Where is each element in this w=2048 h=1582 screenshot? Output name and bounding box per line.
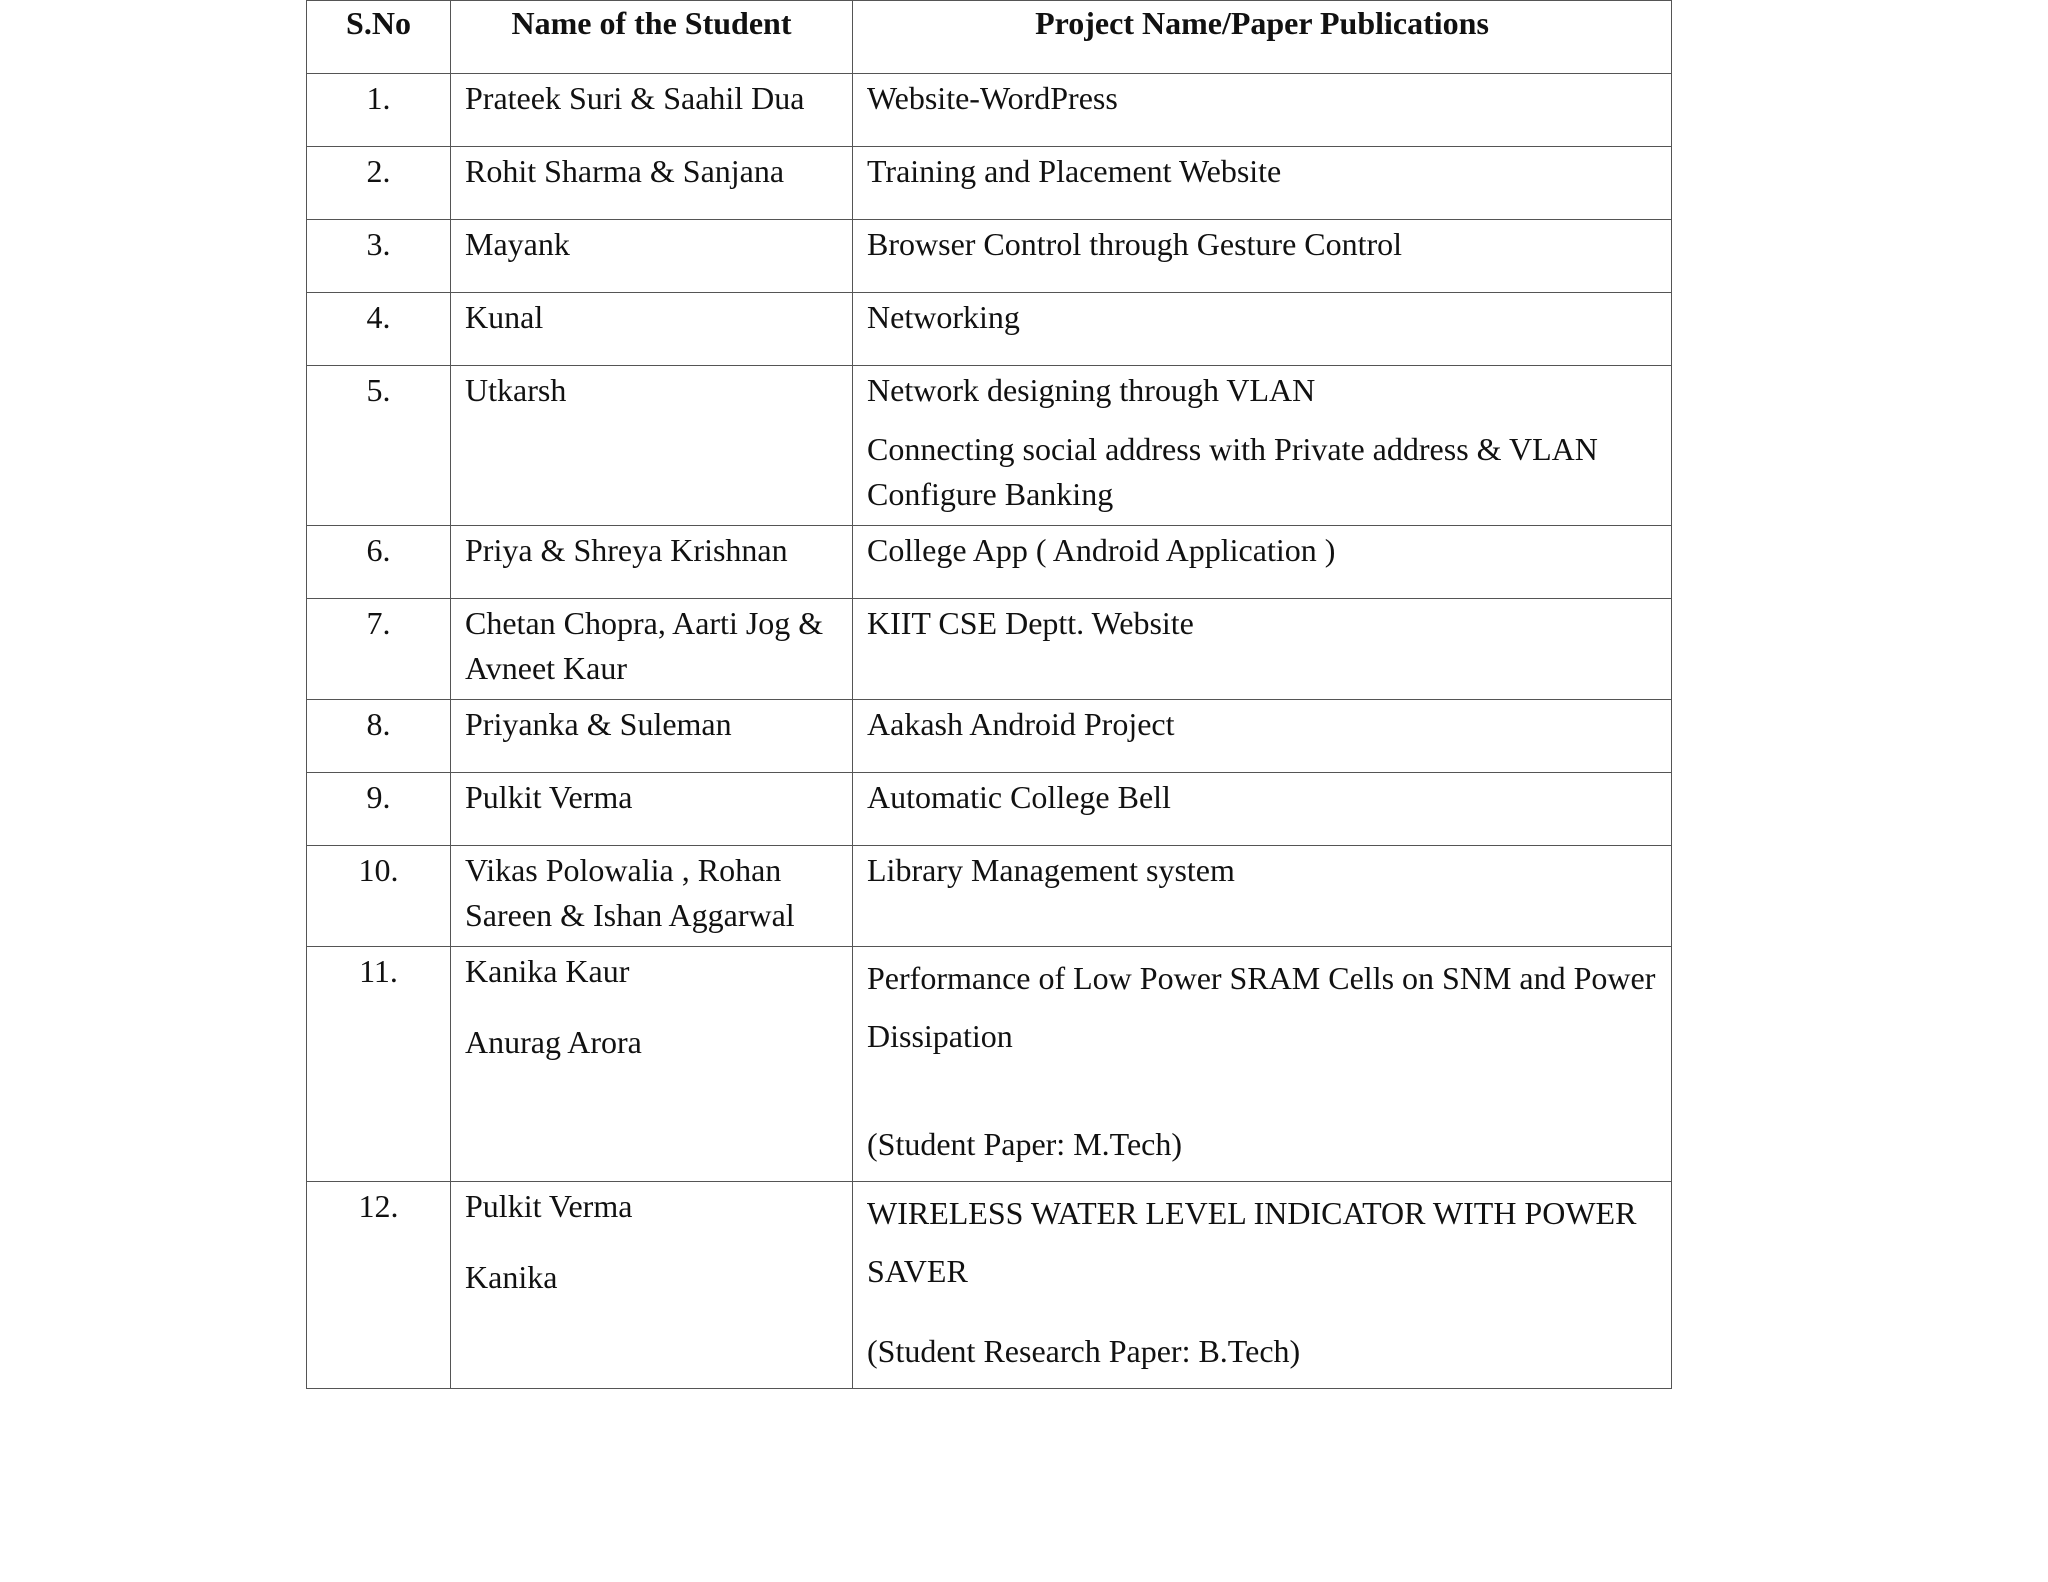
row-projects xyxy=(853,700,1672,773)
table-row xyxy=(307,700,1672,773)
row-student-names xyxy=(451,773,853,846)
header-row xyxy=(307,1,1672,74)
project-name: Aakash Android Project xyxy=(867,706,1175,742)
project-name: Network designing through VLAN xyxy=(867,372,1316,408)
table-row xyxy=(307,293,1672,366)
table-row xyxy=(307,599,1672,700)
student-name: Priyanka & Suleman xyxy=(465,706,732,742)
header-project: Project Name/Paper Publications xyxy=(853,1,1672,74)
row-sno: 2. xyxy=(307,147,451,220)
row-sno: 1. xyxy=(307,74,451,147)
row-sno: 10. xyxy=(307,846,451,947)
row-student-names xyxy=(451,947,853,1182)
student-name: Kanika xyxy=(465,1259,558,1295)
student-name: Chetan Chopra, Aarti Jog & Avneet Kaur xyxy=(465,605,824,686)
project-name: Automatic College Bell xyxy=(867,779,1171,815)
table-header xyxy=(307,1,1672,74)
paper-title: WIRELESS WATER LEVEL INDICATOR WITH POWER SAVER xyxy=(867,1195,1637,1289)
student-name: Pulkit Verma xyxy=(465,1188,633,1224)
row-projects xyxy=(853,947,1672,1182)
paper-type: (Student Research Paper: B.Tech) xyxy=(867,1333,1301,1369)
row-projects xyxy=(853,366,1672,526)
row-sno: 5. xyxy=(307,366,451,526)
row-sno: 11. xyxy=(307,947,451,1182)
student-name: Priya & Shreya Krishnan xyxy=(465,532,788,568)
row-student-names xyxy=(451,147,853,220)
header-student-name: Name of the Student xyxy=(451,1,853,74)
student-name: Kanika Kaur xyxy=(465,953,630,989)
project-name: Networking xyxy=(867,299,1020,335)
row-projects xyxy=(853,526,1672,599)
row-sno: 9. xyxy=(307,773,451,846)
row-student-names xyxy=(451,1182,853,1389)
row-student-names xyxy=(451,74,853,147)
row-student-names xyxy=(451,366,853,526)
row-student-names xyxy=(451,220,853,293)
student-name: Pulkit Verma xyxy=(465,779,633,815)
row-sno: 12. xyxy=(307,1182,451,1389)
table-row xyxy=(307,526,1672,599)
student-name: Mayank xyxy=(465,226,570,262)
table-row xyxy=(307,220,1672,293)
row-sno: 8. xyxy=(307,700,451,773)
paper-type: (Student Paper: M.Tech) xyxy=(867,1126,1183,1162)
project-name: Browser Control through Gesture Control xyxy=(867,226,1403,262)
row-sno: 3. xyxy=(307,220,451,293)
project-name: KIIT CSE Deptt. Website xyxy=(867,605,1194,641)
row-student-names xyxy=(451,599,853,700)
project-name: Training and Placement Website xyxy=(867,153,1282,189)
row-projects xyxy=(853,220,1672,293)
student-name: Prateek Suri & Saahil Dua xyxy=(465,80,805,116)
table-row xyxy=(307,147,1672,220)
student-name: Rohit Sharma & Sanjana xyxy=(465,153,785,189)
row-student-names xyxy=(451,526,853,599)
row-sno: 4. xyxy=(307,293,451,366)
table-row xyxy=(307,773,1672,846)
student-name: Utkarsh xyxy=(465,372,567,408)
project-name: College App ( Android Application ) xyxy=(867,532,1336,568)
paper-title: Performance of Low Power SRAM Cells on SNM and Power Dissipation xyxy=(867,960,1656,1054)
table-row xyxy=(307,947,1672,1182)
row-projects xyxy=(853,846,1672,947)
table-row xyxy=(307,74,1672,147)
student-name: Vikas Polowalia , Rohan Sareen & Ishan Aggarwal xyxy=(465,852,795,933)
student-name: Kunal xyxy=(465,299,544,335)
table-row xyxy=(307,846,1672,947)
project-name: Library Management system xyxy=(867,852,1235,888)
table-row xyxy=(307,1182,1672,1389)
row-projects xyxy=(853,74,1672,147)
row-sno: 7. xyxy=(307,599,451,700)
row-projects xyxy=(853,293,1672,366)
row-student-names xyxy=(451,700,853,773)
project-name: Connecting social address with Private address & VLAN Configure Banking xyxy=(867,431,1598,512)
table-body xyxy=(307,74,1672,1389)
row-student-names xyxy=(451,846,853,947)
row-sno: 6. xyxy=(307,526,451,599)
header-sno: S.No xyxy=(307,1,451,74)
table-row xyxy=(307,366,1672,526)
student-projects-table xyxy=(306,0,1672,1389)
row-projects xyxy=(853,773,1672,846)
row-projects xyxy=(853,1182,1672,1389)
row-projects xyxy=(853,147,1672,220)
student-name: Anurag Arora xyxy=(465,1024,642,1060)
row-projects xyxy=(853,599,1672,700)
row-student-names xyxy=(451,293,853,366)
project-name: Website-WordPress xyxy=(867,80,1118,116)
